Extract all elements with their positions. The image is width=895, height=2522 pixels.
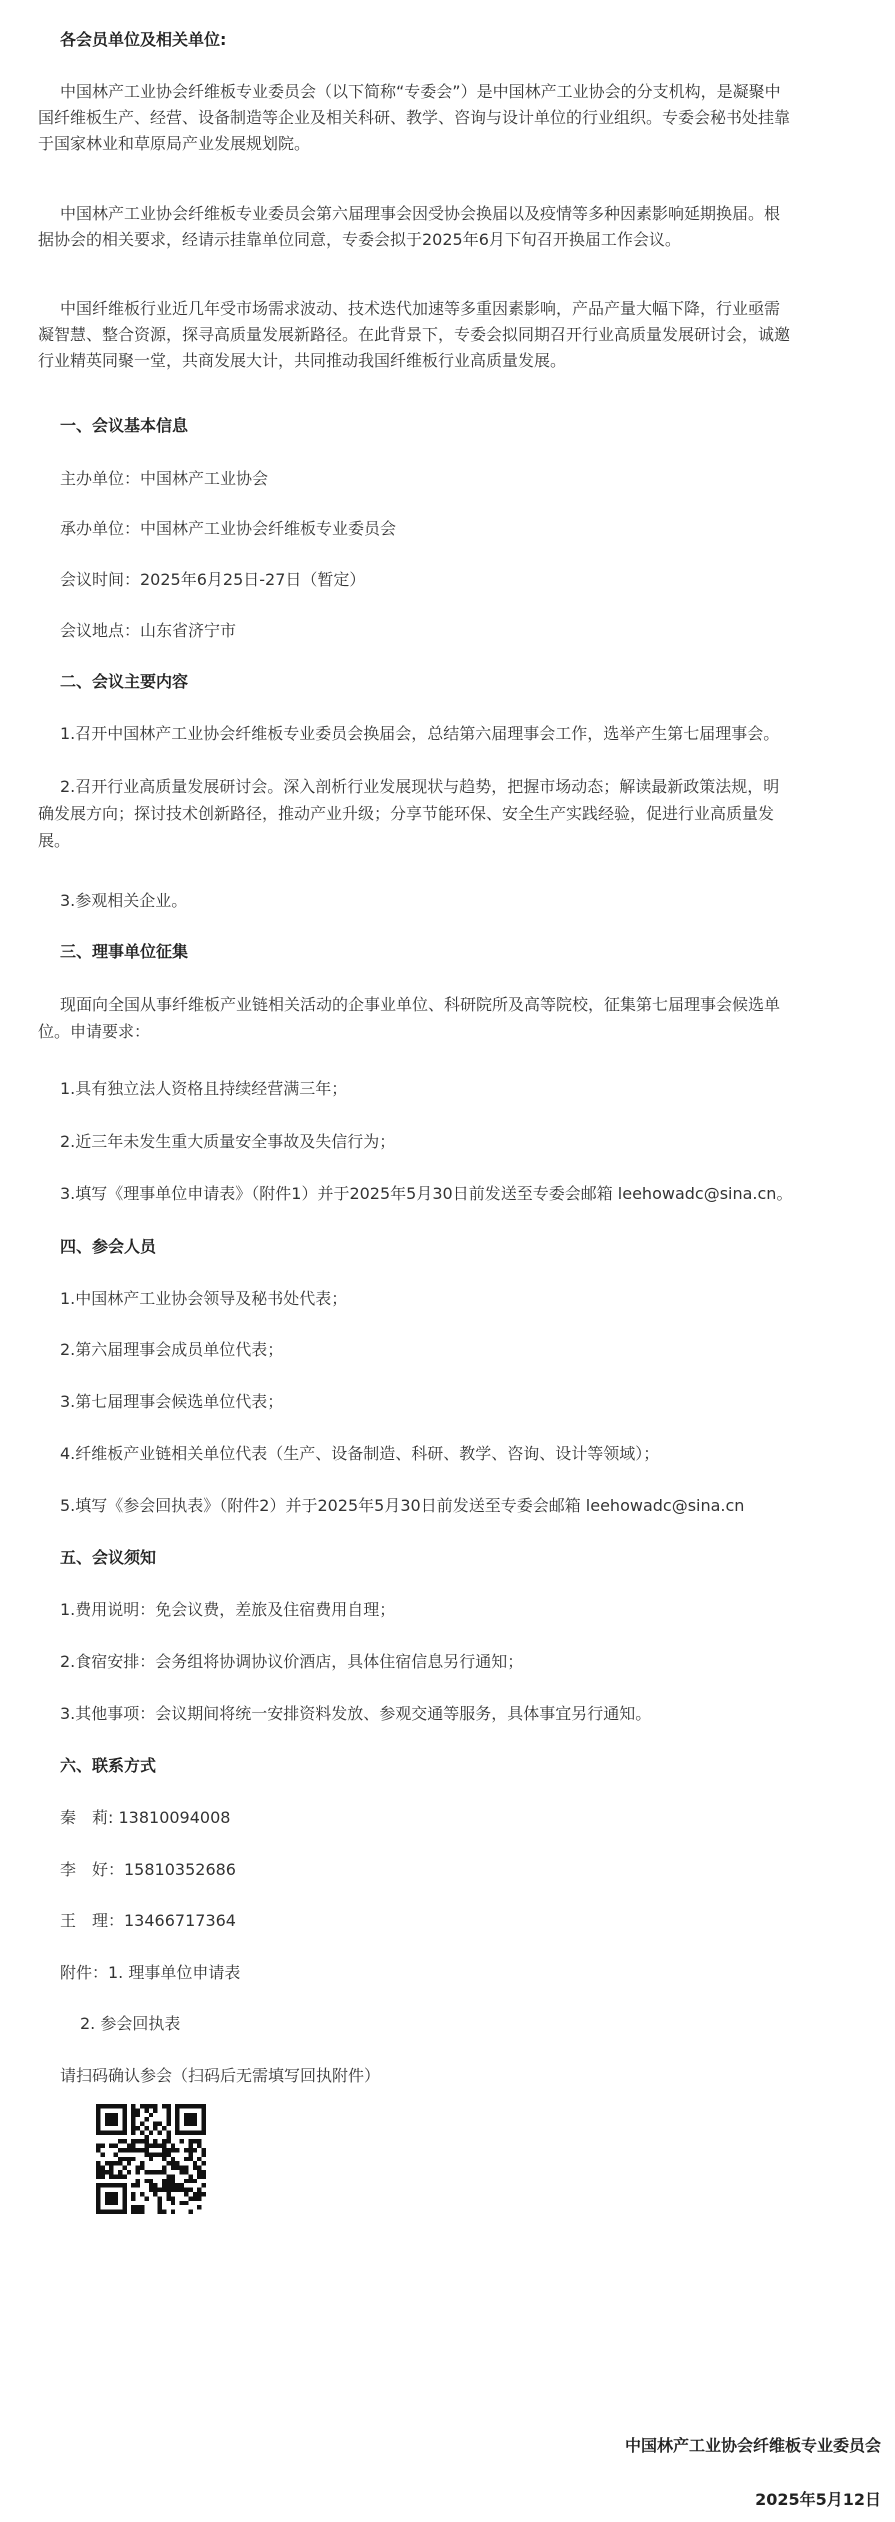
signature-date: 2025年5月12日 [755, 2490, 881, 2509]
section-heading-notes: 五、会议须知 [60, 1548, 157, 1567]
intro-p1-line1: 中国林产工业协会纤维板专业委员会（以下简称“专委会”）是中国林产工业协会的分支机构，是凝聚中 [60, 82, 781, 101]
note-1: 1.费用说明：免会议费，差旅及住宿费用自理； [60, 1600, 396, 1619]
content-item-3: 3.参观相关企业。 [60, 891, 188, 910]
attendee-2: 2.第六届理事会成员单位代表； [60, 1340, 284, 1359]
content-item-2-line2: 确发展方向；探讨技术创新路径，推动产业升级；分享节能环保、安全生产实践经验，促进行业高质量发 [38, 804, 775, 823]
intro-p3-line1: 中国纤维板行业近几年受市场需求波动、技术迭代加速等多重因素影响，产品产量大幅下降，行业亟需 [60, 299, 781, 318]
qr-code-icon[interactable] [96, 2104, 206, 2214]
content-item-2-line1: 2.召开行业高质量发展研讨会。深入剖析行业发展现状与趋势，把握市场动态；解读最新政策法规，明 [60, 777, 780, 796]
contact-1: 秦 莉: 13810094008 [60, 1808, 231, 1827]
attendee-3: 3.第七届理事会候选单位代表； [60, 1392, 284, 1411]
attendee-4: 4.纤维板产业链相关单位代表（生产、设备制造、科研、教学、咨询、设计等领域）； [60, 1444, 660, 1463]
salutation: 各会员单位及相关单位: [60, 30, 227, 49]
intro-p3-line2: 凝智慧、整合资源，探寻高质量发展新路径。在此背景下，专委会拟同期召开行业高质量发展研讨会，诚邀 [38, 325, 791, 344]
attachments-line1: 附件：1. 理事单位申请表 [60, 1963, 241, 1982]
intro-p1-line2: 国纤维板生产、经营、设备制造等企业及相关科研、教学、咨询与设计单位的行业组织。专委会秘书处挂靠 [38, 108, 791, 127]
section-heading-main-content: 二、会议主要内容 [60, 672, 189, 691]
section-heading-basic-info: 一、会议基本信息 [60, 416, 189, 435]
content-item-2-line3: 展。 [38, 831, 71, 850]
section-heading-contact: 六、联系方式 [60, 1756, 157, 1775]
info-organizer: 主办单位：中国林产工业协会 [60, 469, 269, 488]
council-intro-line1: 现面向全国从事纤维板产业链相关活动的企事业单位、科研院所及高等院校，征集第七届理事会候选单 [60, 995, 781, 1014]
signature-organization: 中国林产工业协会纤维板专业委员会 [624, 2436, 881, 2455]
contact-2: 李 好：15810352686 [60, 1860, 236, 1879]
attachments-line2: 2. 参会回执表 [80, 2014, 181, 2033]
council-req-1: 1.具有独立法人资格且持续经营满三年； [60, 1079, 348, 1098]
info-time: 会议时间：2025年6月25日-27日（暂定） [60, 570, 366, 589]
section-heading-attendees: 四、参会人员 [60, 1237, 157, 1256]
intro-p3-line3: 行业精英同聚一堂，共商发展大计，共同推动我国纤维板行业高质量发展。 [38, 351, 567, 370]
council-intro-line2: 位。申请要求： [38, 1022, 151, 1041]
section-heading-council: 三、理事单位征集 [60, 942, 189, 961]
council-req-3: 3.填写《理事单位申请表》（附件1）并于2025年5月30日前发送至专委会邮箱 leehowadc@sina.cn。 [60, 1184, 793, 1203]
note-2: 2.食宿安排：会务组将协调协议价酒店，具体住宿信息另行通知； [60, 1652, 524, 1671]
intro-p1-line3: 于国家林业和草原局产业发展规划院。 [38, 134, 311, 153]
content-item-1: 1.召开中国林产工业协会纤维板专业委员会换届会，总结第六届理事会工作，选举产生第七届理事会。 [60, 724, 780, 743]
attendee-1: 1.中国林产工业协会领导及秘书处代表； [60, 1289, 348, 1308]
intro-p2-line1: 中国林产工业协会纤维板专业委员会第六届理事会因受协会换届以及疫情等多种因素影响延期换届。根 [60, 204, 781, 223]
council-req-2: 2.近三年未发生重大质量安全事故及失信行为； [60, 1132, 396, 1151]
contact-3: 王 理：13466717364 [60, 1911, 236, 1930]
qr-caption: 请扫码确认参会（扫码后无需填写回执附件） [60, 2066, 381, 2085]
intro-p2-line2: 据协会的相关要求，经请示挂靠单位同意，专委会拟于2025年6月下旬召开换届工作会议。 [38, 230, 681, 249]
attendee-5: 5.填写《参会回执表》（附件2）并于2025年5月30日前发送至专委会邮箱 leehowadc@sina.cn [60, 1496, 745, 1515]
note-3: 3.其他事项：会议期间将统一安排资料发放、参观交通等服务，具体事宜另行通知。 [60, 1704, 652, 1723]
info-location: 会议地点：山东省济宁市 [60, 621, 237, 640]
info-host: 承办单位：中国林产工业协会纤维板专业委员会 [60, 519, 397, 538]
